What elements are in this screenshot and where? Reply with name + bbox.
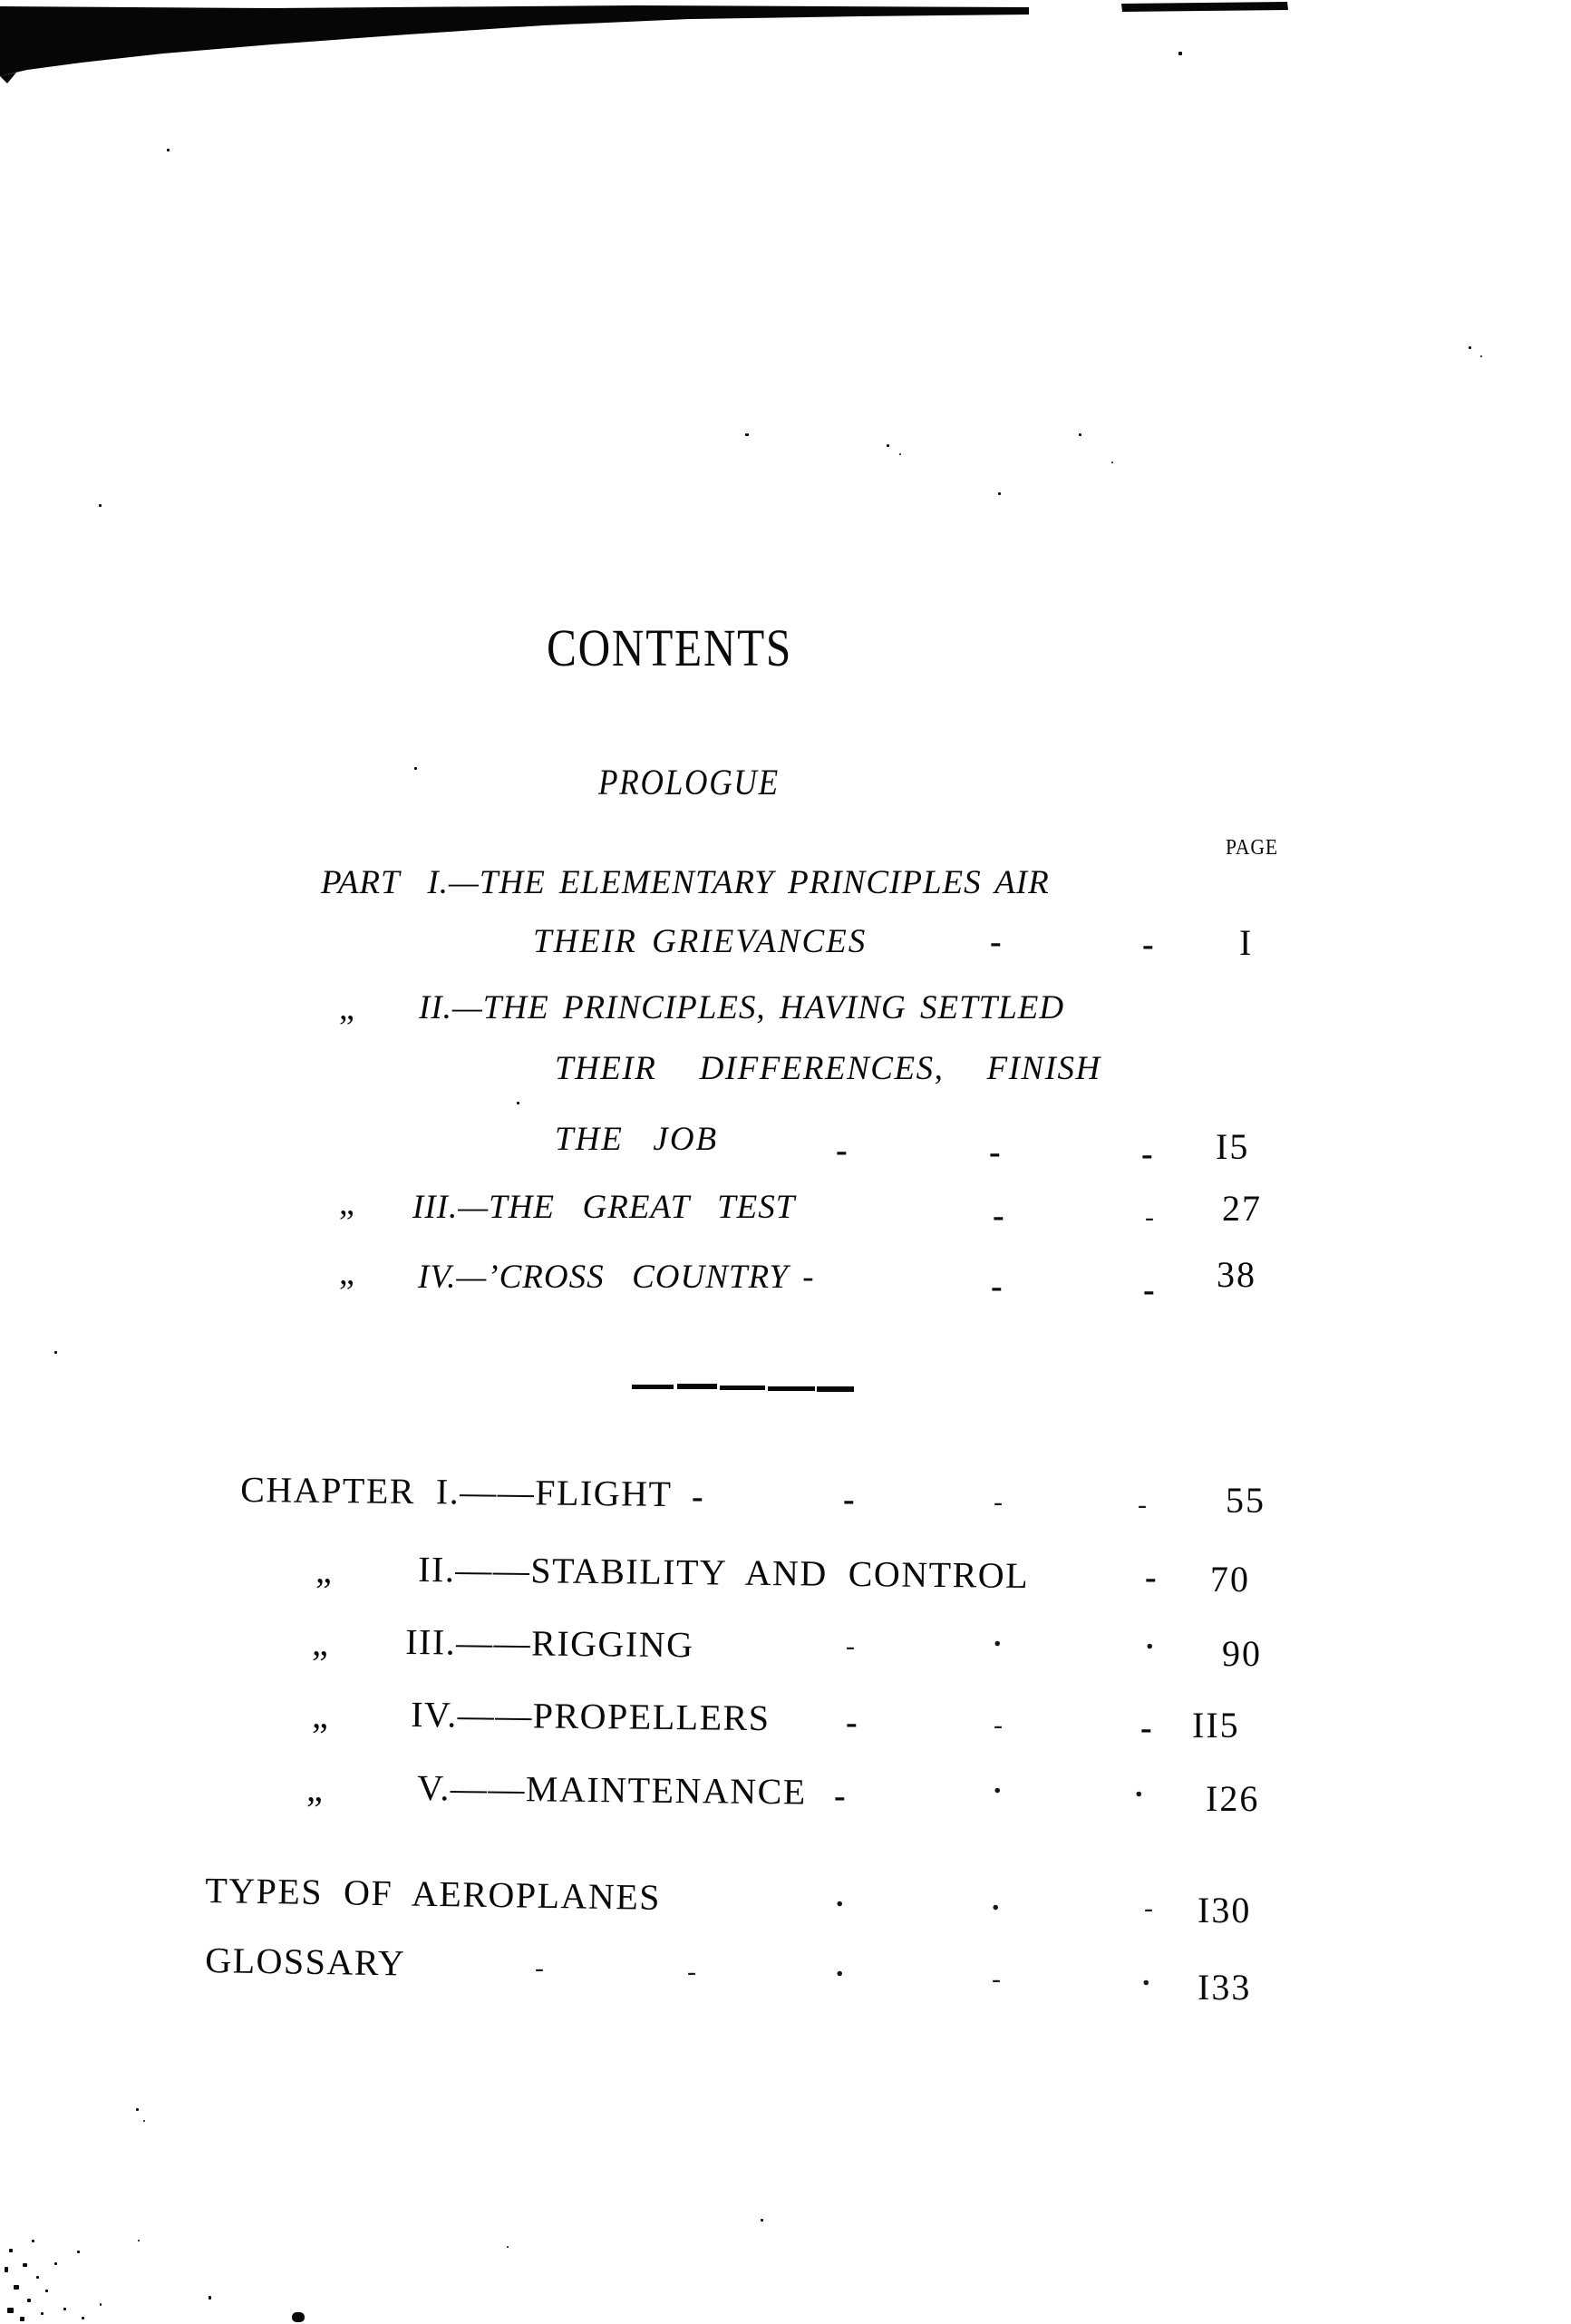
page-number-glossary: I33: [1198, 1967, 1252, 2008]
leader-dash: -: [834, 1777, 847, 1815]
ditto-mark: „: [339, 989, 355, 1027]
leader-dot: .: [836, 1950, 845, 1983]
ditto-mark: „: [339, 1184, 355, 1222]
leader-dash: -: [687, 1957, 697, 1987]
leader-dash: -: [991, 1268, 1004, 1306]
leader-dash: -: [1144, 1893, 1154, 1923]
page-number-types: I30: [1198, 1890, 1252, 1930]
page-number-chapter1: 55: [1226, 1480, 1266, 1521]
toc-entry-types-of-aeroplanes: TYPES OF AEROPLANES: [204, 1870, 662, 1918]
ditto-mark: „: [312, 1622, 329, 1663]
toc-entry-part4: IV.—’CROSS COUNTRY -: [418, 1259, 815, 1296]
leader-dash: -: [1145, 1559, 1158, 1597]
leader-dash: -: [836, 1132, 849, 1170]
ditto-mark: „: [315, 1550, 333, 1590]
leader-dot: .: [1142, 1959, 1151, 1992]
leader-dash: -: [1138, 1490, 1148, 1520]
leader-dash: -: [990, 923, 1003, 961]
toc-entry-chapter4: IV.——PROPELLERS: [410, 1694, 771, 1739]
page-number-chapter3: 90: [1222, 1633, 1262, 1674]
toc-entry-chapter2: II.——STABILITY AND CONTROL: [417, 1549, 1030, 1597]
leader-dash: -: [1143, 1271, 1156, 1309]
scan-artifact-top-wedge: [0, 0, 1571, 118]
toc-entry-chapter1: CHAPTER I.——FLIGHT: [239, 1469, 673, 1514]
toc-entry-chapter5: V.——MAINTENANCE: [416, 1767, 807, 1813]
toc-entry-part3: III.—THE GREAT TEST: [412, 1189, 796, 1226]
ditto-mark: „: [339, 1254, 355, 1292]
leader-dash: -: [993, 1197, 1005, 1235]
leader-dash: -: [846, 1631, 856, 1661]
page-number-part1: I: [1239, 922, 1254, 963]
leader-dash: -: [692, 1478, 704, 1516]
page-number-part4: 38: [1217, 1254, 1256, 1295]
leader-dash: -: [992, 1964, 1002, 1994]
leader-dash: -: [1145, 1202, 1155, 1232]
page-number-chapter4: II5: [1192, 1705, 1240, 1745]
page-column-label: PAGE: [1226, 836, 1279, 860]
leader-dot: .: [836, 1880, 845, 1913]
leader-dash: -: [994, 1487, 1004, 1517]
leader-dash: -: [994, 1710, 1004, 1740]
leader-dot: .: [994, 1619, 1003, 1653]
leader-dash: -: [535, 1953, 545, 1983]
toc-entry-part2-line3: THE JOB: [555, 1121, 719, 1158]
toc-entry-part1-line2: THEIR GRIEVANCES: [533, 923, 868, 960]
leader-dash: -: [1142, 926, 1155, 964]
leader-dot: .: [1146, 1622, 1155, 1656]
leader-dash: -: [989, 1133, 1002, 1172]
ditto-mark: „: [306, 1768, 324, 1809]
page-number-part2: I5: [1216, 1126, 1250, 1167]
toc-entry-chapter3: III.——RIGGING: [404, 1621, 694, 1666]
leader-dash: -: [1141, 1135, 1154, 1173]
toc-entry-part2-line2: THEIR DIFFERENCES, FINISH: [555, 1050, 1101, 1087]
leader-dash: -: [846, 1704, 858, 1742]
page-title: CONTENTS: [547, 618, 793, 677]
section-heading-prologue: PROLOGUE: [598, 762, 780, 802]
leader-dash: -: [843, 1481, 856, 1519]
ditto-mark: „: [312, 1695, 329, 1736]
page-number-chapter2: 70: [1210, 1559, 1250, 1600]
toc-entry-part1-line1: PART I.—THE ELEMENTARY PRINCIPLES AIR: [321, 864, 1050, 901]
page-number-chapter5: I26: [1206, 1778, 1260, 1819]
toc-entry-glossary: GLOSSARY: [204, 1940, 406, 1984]
toc-entry-part2-line1: II.—THE PRINCIPLES, HAVING SETTLED: [419, 989, 1065, 1026]
leader-dot: .: [994, 1766, 1003, 1800]
leader-dot: .: [992, 1883, 1001, 1917]
page-number-part3: 27: [1222, 1188, 1262, 1229]
leader-dash: -: [1140, 1709, 1153, 1747]
leader-dot: .: [1135, 1770, 1144, 1804]
